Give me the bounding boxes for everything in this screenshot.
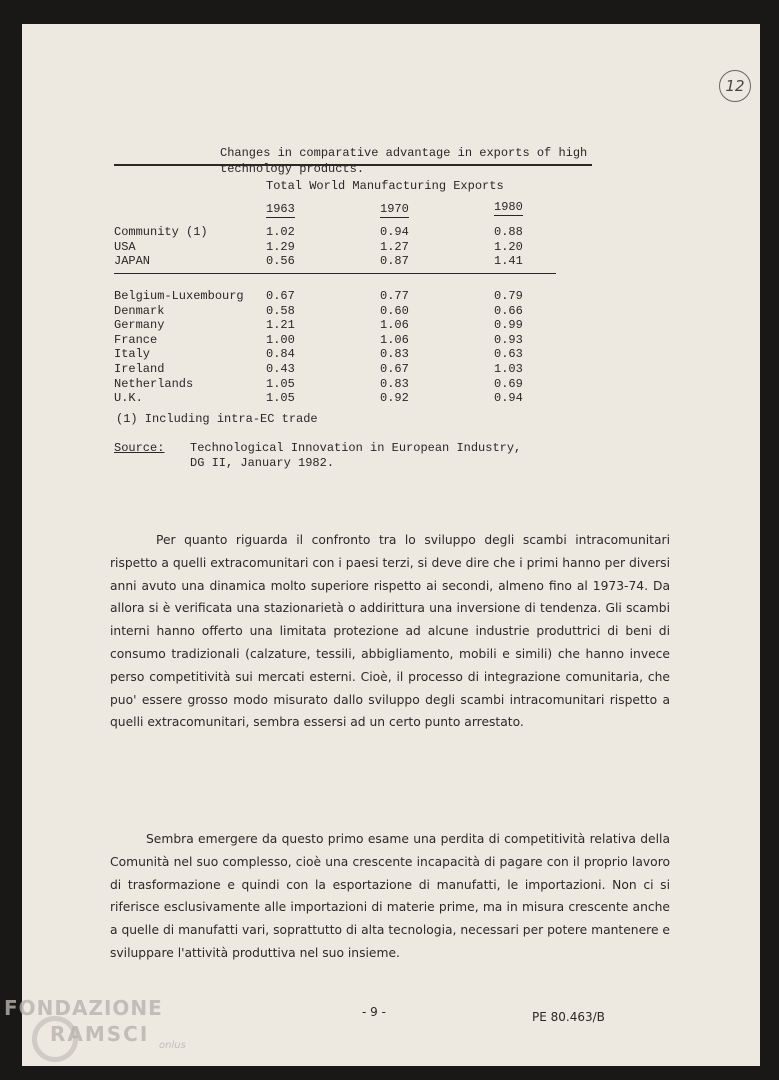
value-1980: 0.88 <box>494 225 523 239</box>
year-1970: 1970 <box>380 202 409 216</box>
value-1970: 1.06 <box>380 332 409 347</box>
row-label: U.K. <box>114 391 143 406</box>
value-1963: 0.56 <box>266 254 295 269</box>
watermark: FONDAZIONE RAMSCI onlus <box>4 996 186 1051</box>
table-top-rule <box>114 164 592 166</box>
table-row <box>22 333 582 348</box>
table-row <box>22 304 582 319</box>
value-1970: 0.92 <box>380 391 409 406</box>
value-1980: 0.69 <box>494 376 523 391</box>
table-title: Changes in comparative advantage in exports of high technology products. <box>220 146 588 176</box>
year-1963: 1963 <box>266 202 295 216</box>
value-1980: 0.94 <box>494 391 523 406</box>
row-label: Netherlands <box>114 376 194 391</box>
table-footnote: (1) Including intra-EC trade <box>116 412 318 426</box>
paragraph-1: Per quanto riguarda il confronto tra lo sviluppo degli scambi intracomunitari rispetto a quelli extracomunitari con i paesi terzi, si deve dire che i primi hanno per diversi anni avuto una dinamica molto superiore rispetto ai secondi, almeno fino al 1973-74. Da allora si è verificata una stazionarietà o addirittura una inversione di tendenza. Gli scambi interni hanno offerto una limitata protezione ad alcune industrie produttrici di beni di consumo tradizionali (calzature, tessili, abbigliamento, mobili e simili) che hanno invece perso competitività sui mercati esterni. Cioè, il processo di integrazione comunitaria, che puo' essere grosso modo misurato dallo sviluppo degli scambi intracomunitari rispetto a quelli extracomunitari, sembra essersi ad un certo punto arrestato. <box>110 533 670 730</box>
value-1963: 1.29 <box>266 239 295 254</box>
value-1970: 0.77 <box>380 289 409 303</box>
value-1963: 1.02 <box>266 225 295 239</box>
source-label: Source: <box>114 441 165 455</box>
table-row <box>22 254 582 269</box>
row-label: Italy <box>114 347 151 362</box>
value-1970: 0.83 <box>380 347 409 362</box>
value-1970: 1.06 <box>380 318 409 333</box>
value-1963: 0.67 <box>266 289 295 303</box>
footer-page-number: - 9 - <box>362 1005 386 1019</box>
column-header: Total World Manufacturing Exports <box>266 179 504 193</box>
value-1980: 0.79 <box>494 289 523 303</box>
value-1970: 0.60 <box>380 303 409 318</box>
row-label: USA <box>114 239 136 254</box>
paragraph-2: Sembra emergere da questo primo esame una perdita di competitività relativa della Comunità nel suo complesso, cioè una crescente incapacità di pagare con il proprio lavoro di trasformazione e quindi con la esportazione di manufatti, le importazioni. Non ci si riferisce esclusivamente alle importazioni di materie prime, ma in misura crescente anche a quelle di manufatti vari, soprattutto di alta tecnologia, necessari per potere mantenere e sviluppare l'attività produttiva nel suo insieme. <box>110 832 670 960</box>
value-1980: 1.03 <box>494 362 523 376</box>
value-1963: 1.00 <box>266 332 295 347</box>
table-row <box>22 362 582 377</box>
page-badge: 12 <box>719 70 751 102</box>
value-1970: 0.94 <box>380 225 409 239</box>
value-1963: 0.58 <box>266 303 295 318</box>
value-1980: 1.41 <box>494 254 523 269</box>
document-page <box>22 24 760 1066</box>
value-1963: 0.43 <box>266 362 295 376</box>
value-1980: 0.63 <box>494 347 523 362</box>
table-row <box>22 240 582 255</box>
table-row <box>22 347 582 362</box>
table-row <box>22 391 582 406</box>
value-1980: 0.99 <box>494 318 523 333</box>
row-label: Belgium-Luxembourg <box>114 289 244 303</box>
table-row <box>22 377 582 392</box>
value-1980: 1.20 <box>494 239 523 254</box>
value-1963: 1.05 <box>266 391 295 406</box>
row-label: Community (1) <box>114 225 208 239</box>
value-1980: 0.66 <box>494 303 523 318</box>
value-1970: 1.27 <box>380 239 409 254</box>
footer-reference: PE 80.463/B <box>532 1010 605 1024</box>
table-mid-rule <box>114 273 556 274</box>
row-label: France <box>114 332 158 347</box>
source-text: Technological Innovation in European Industry, DG II, January 1982. <box>190 441 522 470</box>
row-label: Germany <box>114 318 165 333</box>
year-1980: 1980 <box>494 200 523 214</box>
value-1970: 0.67 <box>380 362 409 376</box>
value-1963: 1.05 <box>266 376 295 391</box>
value-1970: 0.87 <box>380 254 409 269</box>
table-row <box>22 318 582 333</box>
row-label: JAPAN <box>114 254 151 269</box>
value-1963: 1.21 <box>266 318 295 333</box>
table-row <box>22 289 582 304</box>
value-1963: 0.84 <box>266 347 295 362</box>
table-row <box>22 225 582 240</box>
value-1980: 0.93 <box>494 332 523 347</box>
value-1970: 0.83 <box>380 376 409 391</box>
row-label: Ireland <box>114 362 165 376</box>
row-label: Denmark <box>114 303 165 318</box>
